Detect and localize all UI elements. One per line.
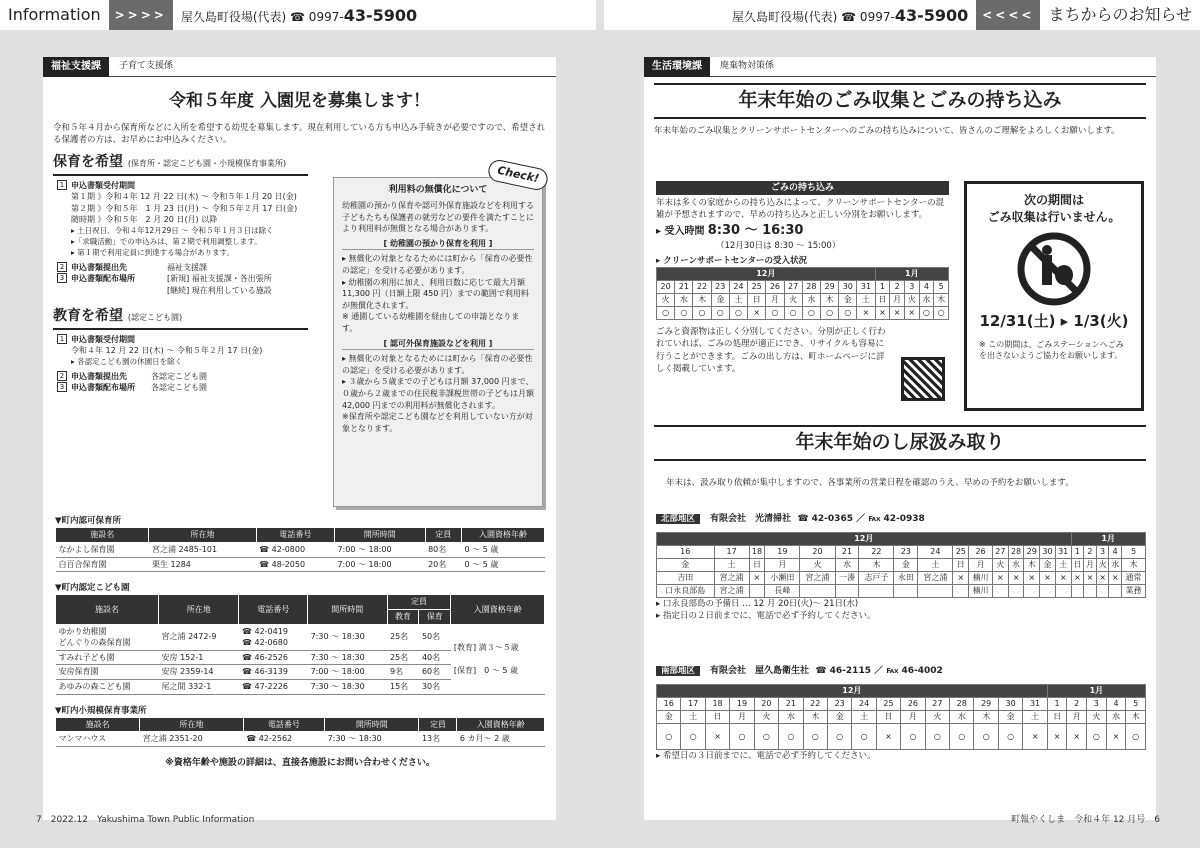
csc-label: ▸ クリーンサポートセンターの受入状況 (656, 255, 807, 266)
calendar-day: 23 (711, 281, 729, 294)
calendar-weekday: 日 (875, 294, 890, 307)
calendar-weekday: 火 (800, 559, 835, 572)
calendar-status: ○ (803, 724, 827, 750)
calendar-day: 19 (765, 546, 800, 559)
calendar-status: × (890, 307, 905, 320)
calendar-day: 26 (901, 698, 925, 711)
calendar-area (993, 585, 1009, 598)
calendar-area: × (1109, 572, 1122, 585)
calendar-weekday: 水 (1008, 559, 1024, 572)
calendar-day: 20 (800, 546, 835, 559)
calendar-weekday: 木 (820, 294, 838, 307)
header-left-title: Information (0, 0, 109, 30)
calendar-day: 4 (1109, 546, 1122, 559)
calendar-status: × (1023, 724, 1047, 750)
calendar-weekday: 火 (904, 294, 919, 307)
calendar-area (1071, 585, 1084, 598)
calendar-weekday: 日 (953, 559, 969, 572)
calendar-weekday: 金 (827, 711, 851, 724)
list-item: 第２期 》令和５年 1 月 23 日(月) 〜 令和５年２月 17 日(金) (71, 203, 298, 213)
calendar-status: ○ (681, 724, 705, 750)
calendar-status: × (904, 307, 919, 320)
free-fee-info-box (333, 163, 543, 507)
calendar-weekday: 金 (839, 294, 857, 307)
calendar-area: 宮之浦 (714, 585, 749, 598)
check-badge: Check! (486, 158, 549, 192)
calendar-status: ○ (839, 307, 857, 320)
dept-tag: 福祉支援課 (43, 57, 109, 77)
calendar-weekday: 水 (835, 559, 859, 572)
calendar-day: 1 (875, 281, 890, 294)
calendar-day: 27 (925, 698, 949, 711)
calendar-area: 一湊 (835, 572, 859, 585)
calendar-area: 志戸子 (859, 572, 894, 585)
calendar-weekday: 日 (1071, 559, 1084, 572)
table-row: ゆかり幼稚園 どんぐりの森保育園 宮之浦 2472-9 ☎ 42-0419 ☎ 42-0680 7:30 〜 18:30 25名 50名 [教育] 満３〜５歳 [保育] 0 〜 5 歳 (56, 624, 545, 650)
notice-dates: 12/31(土) ▸ 1/3(火) (979, 311, 1129, 330)
calendar-status: × (857, 307, 875, 320)
list-item: 2 申込書類提出先 福祉支援課 (43, 262, 318, 274)
calendar-area: 通常 (1122, 572, 1146, 585)
calendar-area: 小瀬田 (765, 572, 800, 585)
calendar-area (1008, 585, 1024, 598)
footnote: ※資格年齢や施設の詳細は、直接各施設にお問い合わせください。 (165, 758, 435, 769)
calendar-area (1096, 585, 1109, 598)
calendar-day: 21 (675, 281, 693, 294)
calendar-day: 21 (835, 546, 859, 559)
calendar-day: 20 (657, 281, 675, 294)
calendar-day: 5 (1126, 698, 1146, 711)
calendar-weekday: 木 (859, 559, 894, 572)
calendar-weekday: 火 (784, 294, 802, 307)
calendar-area (953, 585, 969, 598)
calendar-status: ○ (974, 724, 998, 750)
notice-note: ※ この期間は、ごみステーションへごみを出さないようご協力をお願いします。 (979, 339, 1124, 361)
arrow-decoration: >>>> (109, 0, 173, 30)
table-row: 白百合保育園 栗生 1284 ☎ 48-2050 7:00 〜 18:00 20名 0 〜 5 歳 (56, 557, 545, 572)
intro-text: 年末年始のごみ収集とクリーンサポートセンターへのごみの持ち込みについて、皆さんのご理解をよろしくお願いします。 (654, 125, 1120, 136)
calendar-day: 17 (714, 546, 749, 559)
calendar-status: ○ (675, 307, 693, 320)
calendar-area (1109, 585, 1122, 598)
header-right-title: まちからのお知らせ (1040, 0, 1200, 30)
south-section: 南部地区 有限会社 屋久島衛生社 ☎ 46-2115 ／ ℻ 46-4002 12月 1月 16 17 18 19 20 21 22 23 24 25 26 27 28 29 30 31 1 2 3 4 5 金 土 日 月 火 水 木 金 土 日 月 火 水 木 金 土 日 月 火 水 木 ○ ○ × ○ ○ ○ ○ ○ ○ × ○ ○ ○ ○ ○ × × × ○ × ○ ▸ 希望日の３日前までに、電話で必ず予約してください。 (656, 665, 1146, 762)
hours-label: ▸ 受入時間 (656, 225, 705, 237)
page-footer-right: 町報やくしま 令和４年 12 月号 6 (1011, 815, 1160, 825)
calendar-area: 宮之浦 (800, 572, 835, 585)
calendar-weekday: 金 (1040, 559, 1056, 572)
calendar-area (894, 585, 918, 598)
calendar-area (1040, 585, 1056, 598)
list-item: 第１期 》令和４年 12 月 22 日(木) 〜 令和５年１月 20 日(金) (71, 192, 297, 202)
calendar-day: 4 (919, 281, 934, 294)
calendar-status: ○ (925, 724, 949, 750)
calendar-area: × (1071, 572, 1084, 585)
calendar-day: 5 (1122, 546, 1146, 559)
bar-heading: ごみの持ち込み (656, 181, 949, 195)
calendar-area: × (953, 572, 969, 585)
calendar-weekday: 月 (969, 559, 993, 572)
list-item: ▸ 第１期で利用定員に到達する場合があります。 (71, 247, 235, 257)
calendar-status: ○ (693, 307, 711, 320)
table-row: マンマハウス 宮之浦 2351-20 ☎ 42-2562 7:30 〜 18:30 13名 6 カ月〜 2 歳 (56, 732, 545, 747)
table-title: ▼町内認定こども園 (55, 583, 130, 594)
calendar-day: 23 (827, 698, 851, 711)
calendar-status: ○ (729, 307, 747, 320)
calendar-weekday: 金 (657, 711, 681, 724)
calendar-area: 宮之浦 (714, 572, 749, 585)
calendar-weekday: 月 (730, 711, 754, 724)
calendar-day: 3 (1096, 546, 1109, 559)
calendar-weekday: 日 (1047, 711, 1067, 724)
calendar-area (749, 585, 765, 598)
calendar-area (1055, 585, 1071, 598)
calendar-day: 18 (749, 546, 765, 559)
calendar-day: 16 (657, 698, 681, 711)
calendar-day: 25 (748, 281, 766, 294)
box-title: 利用料の無償化について (388, 185, 488, 195)
calendar-day: 27 (784, 281, 802, 294)
box-text: ▸ ３歳から５歳までの子どもは月額 37,000 円まで、０歳から２歳までの住民税非課税世帯の子どもは月額 42,000 円までの利用料が無償化されます。 (342, 377, 534, 410)
box-subheading: [ 幼稚園の預かり保育を利用 ] (342, 238, 534, 251)
table-shokibo: 施設名 所在地 電話番号 開所時間 定員 入園資格年齢 マンマハウス 宮之浦 2351-20 ☎ 42-2562 7:30 〜 18:30 13名 6 カ月〜 2 歳 (55, 717, 545, 747)
area-tag: 北部地区 (656, 514, 700, 524)
table-row: あゆみの森こども園 尾之間 332-1 ☎ 47-2226 7:30 〜 18:30 15名 30名 (56, 679, 545, 694)
calendar-day: 29 (820, 281, 838, 294)
calendar-status: ○ (820, 307, 838, 320)
calendar-day: 29 (1024, 546, 1040, 559)
calendar-status: × (1047, 724, 1067, 750)
calendar-south: 12月 1月 16 17 18 19 20 21 22 23 24 25 26 27 28 29 30 31 1 2 3 4 5 金 土 日 月 火 水 木 金 土 日 月 火 水 木 金 土 日 月 火 水 木 ○ ○ × ○ ○ ○ ○ ○ ○ × ○ ○ ○ ○ ○ × × × ○ × ○ (656, 684, 1146, 750)
calendar-day: 19 (730, 698, 754, 711)
calendar-weekday: 木 (1122, 559, 1146, 572)
calendar-weekday: 月 (765, 559, 800, 572)
calendar-area: × (993, 572, 1009, 585)
calendar-day: 22 (859, 546, 894, 559)
calendar-day: 2 (890, 281, 905, 294)
calendar-weekday: 土 (1023, 711, 1047, 724)
calendar-status: ○ (711, 307, 729, 320)
calendar-day: 28 (950, 698, 974, 711)
list-item: 令和４年 12 月 22 日(木) 〜 令和５年２月 17 日(金) (71, 346, 263, 356)
calendar-area: 長峰 (765, 585, 800, 598)
page-footer-left: 7 2022.12 Yakushima Town Public Information (36, 815, 255, 825)
calendar-status: ○ (784, 307, 802, 320)
north-section: 北部地区 有限会社 光清掃社 ☎ 42-0365 ／ ℻ 42-0938 12月 1月 16 17 18 19 20 21 22 23 24 25 26 27 28 29 30 31 1 2 3 4 5 金 土 日 月 火 水 木 金 土 日 月 火 水 木 金 土 日 月 火 水 木 吉田 宮之浦 × 小瀬田 宮之浦 一湊 志戸子 永田 宮之浦 × 楠川 × × × × × × × × × 通常 口永良部島 宮之浦 長峰 楠川 業務 ▸ 口永良部島の予備日 … 12 月 20日(火)〜 21日(水) ▸ 指定日の２日前までに、電話で必ず予約してください。 (656, 513, 1146, 623)
calendar-weekday: 金 (998, 711, 1022, 724)
dept-sub: 廃棄物対策係 (720, 60, 775, 71)
table-ninka: 施設名 所在地 電話番号 開所時間 定員 入園資格年齢 なかよし保育園 宮之浦 2485-101 ☎ 42-0800 7:00 〜 18:00 80名 0 〜 5 歳 白百合保育園 栗生 1284 ☎ 48-2050 7:00 〜 18:00 20名 0 〜 5 歳 (55, 527, 545, 572)
calendar-day: 21 (779, 698, 803, 711)
box-text: 幼稚園の預かり保育や認可外保育施設などを利用する子どもたちも保護者の就労などの要件を満たすことにより利用料が無償となる場合があります。 (342, 201, 534, 234)
calendar-area (1084, 585, 1097, 598)
calendar-day: 30 (839, 281, 857, 294)
calendar-day: 31 (1055, 546, 1071, 559)
calendar-weekday: 日 (749, 559, 765, 572)
title-garbage: 年末年始のごみ収集とごみの持ち込み (654, 83, 1146, 119)
box-text: ▸ 無償化の対象となるためには町から「保育の必要性の認定」を受ける必要があります。 (342, 354, 533, 375)
calendar-status: ○ (919, 307, 934, 320)
table-row: 安房保育園 安房 2359-14 ☎ 46-3139 7:00 〜 18:00 9名 60名 (56, 665, 545, 680)
calendar-weekday: 土 (714, 559, 749, 572)
calendar-weekday: 木 (693, 294, 711, 307)
calendar-weekday: 火 (657, 294, 675, 307)
table-row: なかよし保育園 宮之浦 2485-101 ☎ 42-0800 7:00 〜 18:00 80名 0 〜 5 歳 (56, 542, 545, 557)
table-row: すみれ子ども園 安房 152-1 ☎ 46-2526 7:30 〜 18:30 25名 40名 (56, 650, 545, 665)
section-header (43, 57, 556, 77)
list-item: 3 申込書類配布場所 [新規] 福祉支援課・各出張所 [継続] 現在利用している施設 (43, 273, 318, 296)
dept-sub: 子育て支援係 (119, 60, 174, 71)
calendar-weekday: 火 (754, 711, 778, 724)
calendar-day: 3 (904, 281, 919, 294)
calendar-day: 18 (705, 698, 729, 711)
calendar-weekday: 土 (852, 711, 876, 724)
calendar-day: 3 (1087, 698, 1107, 711)
section-header (644, 57, 1156, 77)
calendar-area: 楠川 (969, 572, 993, 585)
calendar-day: 16 (657, 546, 715, 559)
calendar-weekday: 木 (934, 294, 949, 307)
calendar-area: × (1008, 572, 1024, 585)
left-page (43, 57, 556, 820)
table-title: ▼町内認可保育所 (55, 516, 122, 526)
body-text: 年末は多くの家庭からの持ち込みによって、クリーンサポートセンターの混雑が予想されますので、早めの持ち込みと正しい分別をお願いします。 (656, 198, 945, 221)
calendar-weekday: 月 (1067, 711, 1087, 724)
header-left (0, 0, 596, 30)
calendar-status: ○ (657, 307, 675, 320)
calendar-area: × (1096, 572, 1109, 585)
table-nintei: 施設名 所在地 電話番号 開所時間 定員 入園資格年齢 教育 保育 ゆかり幼稚園 どんぐりの森保育園 宮之浦 2472-9 ☎ 42-0419 ☎ 42-0680 7:30 〜 18:30 25名 50名 [教育] 満３〜５歳 [保育] 0 〜 5 歳 すみれ子ども園 安房 152-1 ☎ 46-2526 7:30 〜 18:30 25名 40名 安房保育園 安房 2359-14 ☎ 46-3139 7:00 〜 18:00 9名 60名 あゆみの森こども園 尾之間 332-1 ☎ 47-2226 7:30 〜 18:30 15名 30名 (55, 594, 545, 694)
calendar-day: 30 (1040, 546, 1056, 559)
calendar-weekday: 木 (1126, 711, 1146, 724)
intro-text: 年末は、汲み取り依頼が集中しますので、各事業所の営業日程を確認のうえ、早めの予約をお願いします。 (666, 478, 1074, 488)
list-item: 1 申込書類受付期間 (43, 334, 318, 346)
calendar-weekday: 土 (681, 711, 705, 724)
calendar-day: 24 (918, 546, 953, 559)
calendar-status: ○ (827, 724, 851, 750)
note: ▸ 希望日の３日前までに、電話で必ず予約してください。 (656, 751, 876, 762)
calendar-day: 17 (681, 698, 705, 711)
notice-line: ごみ収集は行いません。 (987, 210, 1121, 225)
note: ▸ 口永良部島の予備日 … 12 月 20日(火)〜 21日(水) (656, 599, 859, 610)
calendar-status: ○ (766, 307, 784, 320)
calendar-weekday: 水 (675, 294, 693, 307)
calendar-weekday: 土 (1055, 559, 1071, 572)
note: ▸ 指定日の２日前までに、電話で必ず予約してください。 (656, 611, 876, 622)
calendar-day: 23 (894, 546, 918, 559)
calendar-day: 25 (953, 546, 969, 559)
calendar-status: ○ (1087, 724, 1107, 750)
right-page (644, 57, 1156, 820)
calendar-status: ○ (998, 724, 1022, 750)
calendar-day: 5 (934, 281, 949, 294)
calendar-area: 業務 (1122, 585, 1146, 598)
carry-in-section (656, 181, 949, 375)
calendar-weekday: 火 (925, 711, 949, 724)
calendar-weekday: 金 (657, 559, 715, 572)
calendar-day: 2 (1067, 698, 1087, 711)
hours-note: （12月30日は 8:30 〜 15:00） (716, 241, 841, 252)
header-right (604, 0, 1200, 30)
facility-tables (55, 515, 545, 770)
calendar-weekday: 火 (1096, 559, 1109, 572)
calendar-area: × (1055, 572, 1071, 585)
calendar-status: × (876, 724, 900, 750)
calendar-weekday: 水 (1109, 559, 1122, 572)
calendar-status: ○ (934, 307, 949, 320)
calendar-status: × (875, 307, 890, 320)
calendar-day: 2 (1084, 546, 1097, 559)
calendar-weekday: 木 (974, 711, 998, 724)
calendar-status: ○ (950, 724, 974, 750)
calendar-status: ○ (754, 724, 778, 750)
calendar-day: 31 (1023, 698, 1047, 711)
calendar-status: × (1106, 724, 1126, 750)
hours: 8:30 〜 16:30 (707, 222, 804, 238)
header-phone-right: 屋久島町役場(代表) ☎ 0997-43-5900 (731, 5, 969, 25)
calendar-weekday: 日 (748, 294, 766, 307)
calendar-area: × (1040, 572, 1056, 585)
calendar-weekday: 水 (779, 711, 803, 724)
list-item: ▸「求職活動」での申込みは、第２期で利用調整します。 (71, 236, 262, 246)
list-item: 1 申込書類受付期間 (43, 180, 318, 192)
calendar-day: 25 (876, 698, 900, 711)
page-title: 令和５年度 入園児を募集します！ (169, 91, 430, 111)
calendar-area: × (1024, 572, 1040, 585)
list-item: 随時期 》令和５年 2 月 20 日(月) 以降 (71, 215, 218, 225)
calendar-day: 24 (729, 281, 747, 294)
calendar-weekday: 水 (1106, 711, 1126, 724)
header-phone: 屋久島町役場(代表) ☎ 0997-43-5900 (180, 5, 418, 25)
calendar-csc: 12月 1月 20 21 22 23 24 25 26 27 28 29 30 31 1 2 3 4 5 火 水 木 金 土 日 月 火 水 木 金 土 日 月 火 水 木 ○ ○ ○ ○ ○ × ○ ○ ○ ○ ○ × × × × ○ ○ (656, 267, 949, 320)
calendar-weekday: 金 (894, 559, 918, 572)
hoiku-heading: 保育を希望 (保育所・認定こども園・小規模保育事業所) (53, 152, 308, 175)
calendar-area: 宮之浦 (918, 572, 953, 585)
calendar-area: 口永良部島 (657, 585, 715, 598)
calendar-day: 26 (969, 546, 993, 559)
calendar-weekday: 火 (1087, 711, 1107, 724)
no-collection-notice (964, 181, 1144, 411)
calendar-day: 31 (857, 281, 875, 294)
box-subheading: [ 認可外保育施設などを利用 ] (342, 338, 534, 351)
area-tag: 南部地区 (656, 666, 700, 676)
calendar-weekday: 日 (705, 711, 729, 724)
calendar-area (918, 585, 953, 598)
calendar-weekday: 土 (918, 559, 953, 572)
calendar-status: ○ (901, 724, 925, 750)
calendar-day: 29 (974, 698, 998, 711)
calendar-day: 30 (998, 698, 1022, 711)
calendar-status: × (1067, 724, 1087, 750)
calendar-area: × (749, 572, 765, 585)
calendar-area (859, 585, 894, 598)
list-item: ▸ 土日祝日、令和４年12月29日 〜 令和５年１月３日は除く (71, 225, 274, 235)
calendar-day: 20 (754, 698, 778, 711)
calendar-status: ○ (1126, 724, 1146, 750)
calendar-day: 4 (1106, 698, 1126, 711)
calendar-day: 22 (803, 698, 827, 711)
box-text: ▸ 幼稚園の利用に加え、利用日数に応じて最大月額 11,300 円（日額上限 450 円）までの範囲で利用料が無償化されます。 (342, 277, 529, 310)
calendar-day: 28 (802, 281, 820, 294)
calendar-weekday: 木 (1024, 559, 1040, 572)
calendar-day: 27 (993, 546, 1009, 559)
calendar-weekday: 月 (890, 294, 905, 307)
title-night-soil: 年末年始のし尿汲み取り (654, 425, 1146, 461)
box-text: ▸ 無償化の対象となるためには町から「保育の必要性の認定」を受ける必要があります。 (342, 254, 533, 276)
calendar-status: ○ (852, 724, 876, 750)
calendar-day: 26 (766, 281, 784, 294)
calendar-weekday: 水 (802, 294, 820, 307)
calendar-area (800, 585, 835, 598)
calendar-weekday: 土 (729, 294, 747, 307)
calendar-status: ○ (779, 724, 803, 750)
calendar-north: 12月 1月 16 17 18 19 20 21 22 23 24 25 26 27 28 29 30 31 1 2 3 4 5 金 土 日 月 火 水 木 金 土 日 月 火 水 木 金 土 日 月 火 水 木 吉田 宮之浦 × 小瀬田 宮之浦 一湊 志戸子 永田 宮之浦 × 楠川 × × × × × × × × × 通常 口永良部島 宮之浦 長峰 楠川 業務 (656, 532, 1146, 598)
arrow-decoration-right: <<<< (976, 0, 1040, 30)
calendar-area: 永田 (894, 572, 918, 585)
dept-tag: 生活環境課 (644, 57, 710, 77)
qr-code-icon (901, 357, 945, 401)
intro-text: 令和５年４月から保育所などに入所を希望する幼児を募集します。現在利用している方も申込み手続きが必要ですので、希望される保護者の方は、お早めにお申込みください。 (53, 122, 546, 145)
table-title: ▼町内小規模保育事業所 (55, 705, 147, 716)
kyoiku-heading: 教育を希望 (認定こども園) (53, 306, 308, 329)
calendar-weekday: 金 (711, 294, 729, 307)
calendar-weekday: 水 (919, 294, 934, 307)
calendar-weekday: 火 (993, 559, 1009, 572)
no-garbage-icon (1016, 231, 1092, 307)
list-item: ▸ 各認定こども園の休園日を除く (71, 356, 183, 366)
calendar-area: 楠川 (969, 585, 993, 598)
calendar-area (1024, 585, 1040, 598)
calendar-status: × (748, 307, 766, 320)
body-text: ごみと資源物は正しく分別してください。分別が正しく行われていれば、ごみの処理が適正にでき、リサイクルも容易に行うことができます。ごみの出し方は、町ホームページに詳しく掲載しています。 (656, 327, 886, 375)
calendar-weekday: 月 (901, 711, 925, 724)
calendar-weekday: 水 (950, 711, 974, 724)
calendar-weekday: 土 (857, 294, 875, 307)
list-item: 3 申込書類配布場所 各認定こども園 (43, 382, 318, 394)
calendar-area: 吉田 (657, 572, 715, 585)
box-text: ※保育所や認定こども園などを利用していない方が対象となります。 (342, 412, 533, 433)
calendar-day: 1 (1071, 546, 1084, 559)
box-text: ※ 通園している幼稚園を経由しての申請となります。 (342, 312, 520, 333)
notice-line: 次の期間は (1023, 193, 1084, 207)
calendar-status: ○ (657, 724, 681, 750)
list-item: 2 申込書類提出先 各認定こども園 (43, 371, 318, 383)
calendar-day: 28 (1008, 546, 1024, 559)
calendar-status: ○ (730, 724, 754, 750)
calendar-weekday: 日 (876, 711, 900, 724)
calendar-area (835, 585, 859, 598)
calendar-area: × (1084, 572, 1097, 585)
calendar-status: ○ (802, 307, 820, 320)
calendar-status: × (705, 724, 729, 750)
calendar-day: 1 (1047, 698, 1067, 711)
calendar-weekday: 月 (766, 294, 784, 307)
calendar-day: 24 (852, 698, 876, 711)
calendar-weekday: 木 (803, 711, 827, 724)
calendar-day: 22 (693, 281, 711, 294)
calendar-weekday: 月 (1084, 559, 1097, 572)
